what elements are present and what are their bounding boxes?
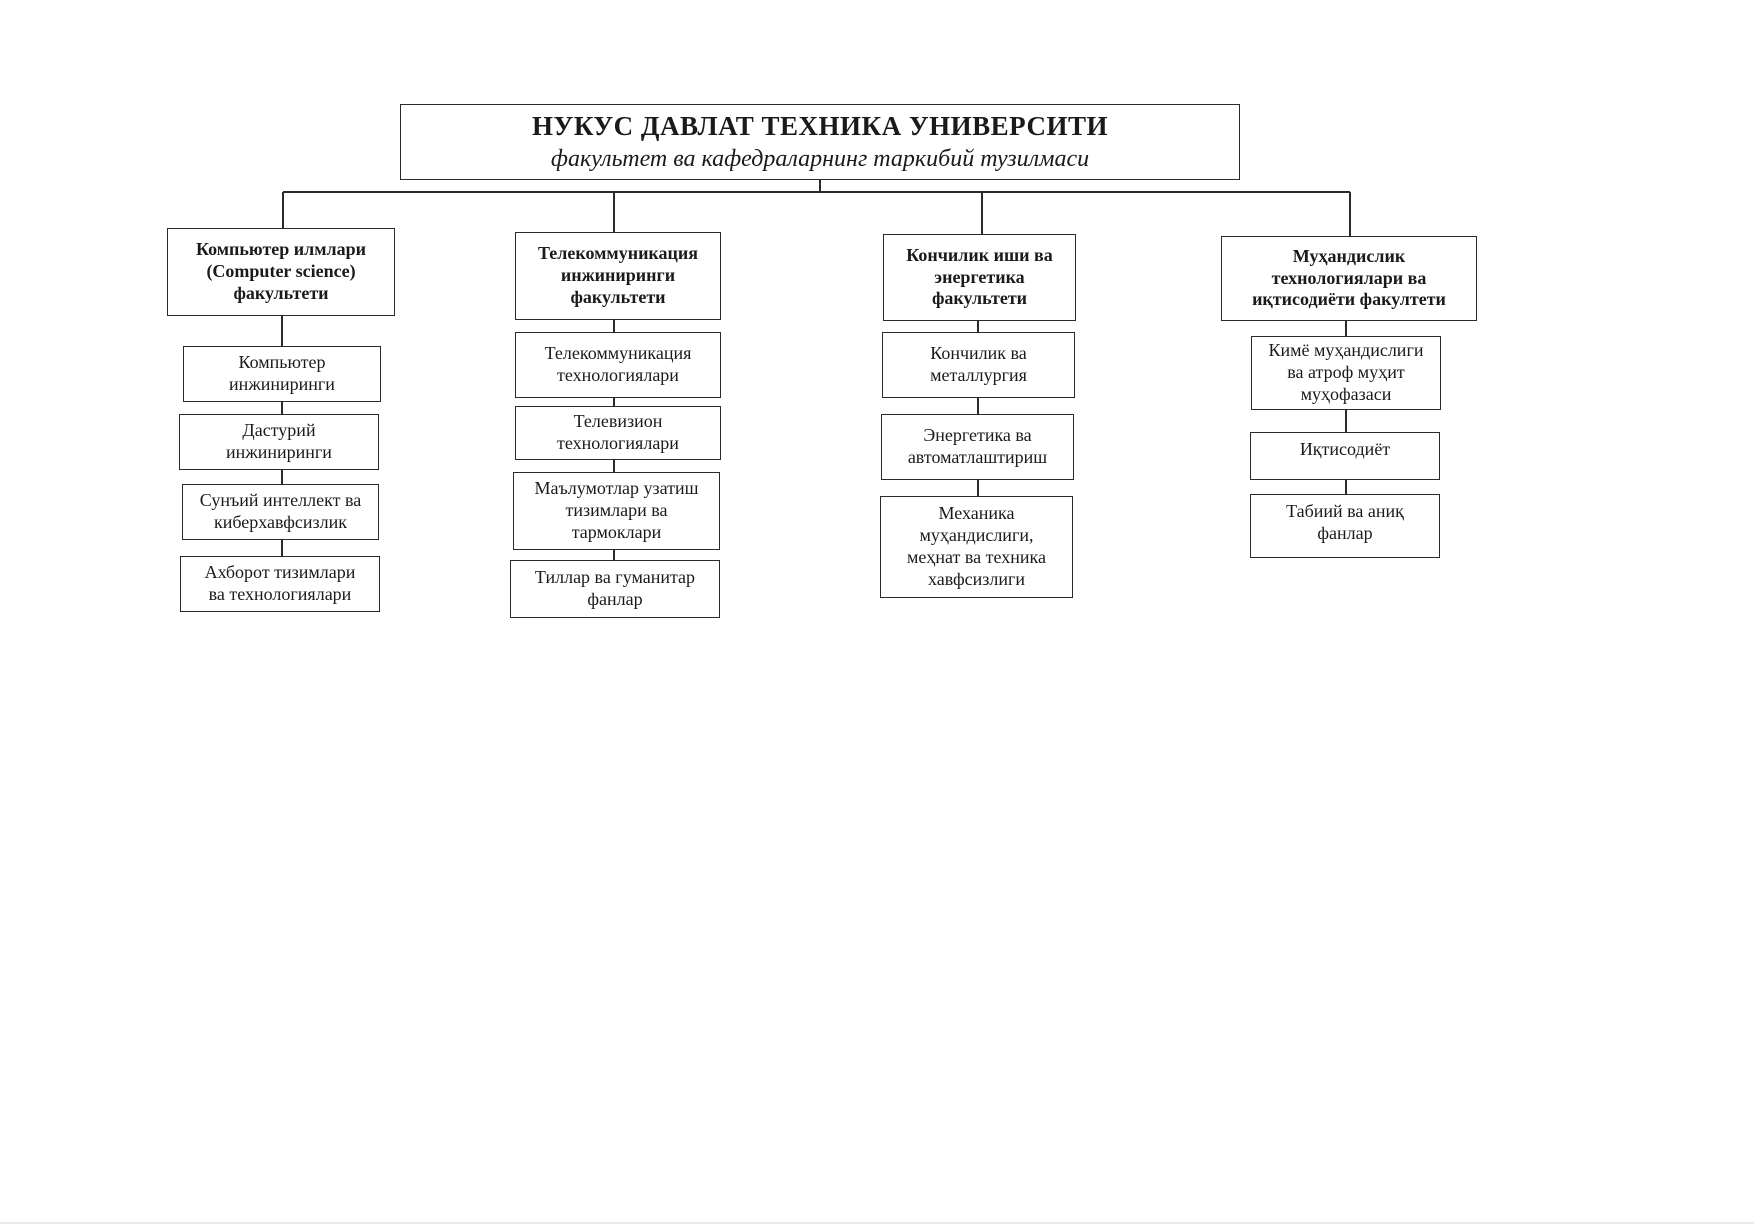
department-name-line: Компьютер	[238, 352, 326, 373]
department-name-line: ва атроф муҳит	[1287, 362, 1405, 383]
department-name-line: Энергетика ва	[923, 425, 1032, 446]
department-name-line: фанлар	[587, 589, 643, 609]
department-information-systems	[180, 556, 380, 612]
department-data-transmission	[513, 472, 720, 550]
faculty-name-line: энергетика	[934, 266, 1025, 287]
department-name-line: меҳнат ва техника	[907, 547, 1046, 567]
department-name-line: Кончилик ва	[930, 343, 1027, 364]
department-name-line: технологиялари	[557, 433, 679, 453]
department-chemical-engineering	[1251, 336, 1441, 410]
faculty-name-line: иқтисодиёти факултети	[1252, 289, 1446, 310]
faculty-name-line: факультети	[931, 288, 1028, 309]
department-name-line: Ахборот тизимлари	[204, 562, 356, 583]
department-television-technologies	[515, 406, 721, 460]
department-name-line: Маълумотлар узатиш	[534, 478, 699, 499]
department-name-line: металлургия	[930, 365, 1027, 385]
department-name-line: киберхавфсизлик	[213, 512, 348, 532]
department-name-line: Телевизион	[573, 411, 663, 432]
department-name-line: Сунъий интеллект ва	[199, 490, 362, 511]
department-name-line: Табиий ва аниқ	[1286, 501, 1404, 521]
department-telecom-technologies	[515, 332, 721, 398]
faculty-engineering-economics	[1221, 236, 1477, 321]
department-name-line: автоматлаштириш	[907, 447, 1048, 467]
department-name-line: тармоклари	[571, 521, 662, 542]
faculty-mining-energy	[883, 234, 1076, 321]
department-computer-engineering	[183, 346, 381, 402]
department-name-line: Тиллар ва гуманитар	[534, 567, 696, 588]
department-energy-automation	[881, 414, 1074, 480]
faculty-name-line: инжиниринги	[560, 265, 676, 286]
faculty-computer-science	[167, 228, 395, 316]
structure-subtitle: факультет ва кафедраларнинг таркибий тузилмаси	[550, 145, 1090, 172]
department-name-line: фанлар	[1317, 522, 1373, 543]
department-name-line: технологиялари	[557, 365, 679, 385]
faculty-name-line: Компьютер илмлари	[195, 239, 367, 260]
faculty-name-line: факультети	[570, 286, 666, 307]
department-languages-humanities	[510, 560, 720, 618]
department-name-line: муҳандислиги,	[919, 525, 1034, 546]
department-name-line: муҳофазаси	[1300, 383, 1392, 404]
department-name-line: Дастурий	[242, 420, 316, 441]
department-natural-exact-sciences	[1250, 494, 1440, 558]
department-name-line: инжиниринги	[226, 442, 332, 462]
faculty-name-line: Муҳандислик	[1292, 245, 1406, 266]
faculty-name-line: Кончилик иши ва	[906, 244, 1053, 265]
department-name-line: ва технологиялари	[208, 584, 352, 604]
department-ai-cybersecurity	[182, 484, 379, 540]
department-name-line: хавфсизлиги	[927, 568, 1026, 589]
department-name-line: инжиниринги	[229, 374, 335, 394]
university-name: НУКУС ДАВЛАТ ТЕХНИКА УНИВЕРСИТИ	[532, 110, 1108, 141]
department-mining-metallurgy	[882, 332, 1075, 398]
department-economics	[1250, 432, 1440, 480]
department-name-line: Телекоммуникация	[544, 343, 692, 364]
faculty-name-line: технологиялари ва	[1271, 267, 1427, 288]
department-mechanical-engineering-safety	[880, 496, 1073, 598]
department-name-line: Иқтисодиёт	[1299, 439, 1391, 459]
faculty-name-line: факультети	[233, 282, 329, 303]
university-title-box	[400, 104, 1240, 180]
department-name-line: Кимё муҳандислиги	[1268, 340, 1424, 361]
faculty-name-line: (Computer science)	[206, 261, 356, 282]
department-name-line: тизимлари ва	[565, 500, 668, 521]
scan-bottom-edge	[0, 1222, 1754, 1224]
faculty-telecommunication	[515, 232, 721, 320]
faculty-name-line: Телекоммуникация	[537, 243, 699, 264]
department-name-line: Механика	[938, 503, 1015, 524]
department-software-engineering	[179, 414, 379, 470]
